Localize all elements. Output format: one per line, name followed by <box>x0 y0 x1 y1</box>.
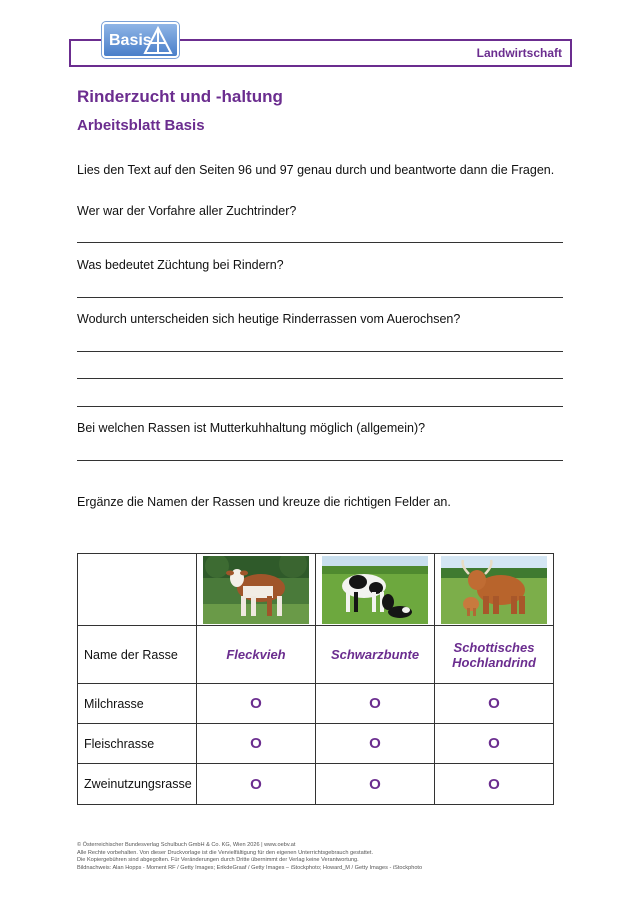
page-subtitle: Arbeitsblatt Basis <box>77 117 205 134</box>
subject-label: Landwirtschaft <box>476 46 562 60</box>
check-circle[interactable]: O <box>197 724 316 764</box>
footer-fees: Die Kopiergebühren sind abgegolten. Für Veränderungen durch Dritte übernimmt der Verlag keine Verantwortung. <box>77 857 359 863</box>
check-circle[interactable]: O <box>435 684 554 724</box>
fleckvieh-photo <box>203 556 309 624</box>
breed-table <box>77 553 554 805</box>
basis-logo <box>102 22 179 58</box>
check-circle[interactable]: O <box>197 684 316 724</box>
table-row <box>78 684 554 724</box>
question-1: Wer war der Vorfahre aller Zuchtrinder? <box>77 204 297 218</box>
row-label-zweinutzungsrasse: Zweinutzungsrasse <box>78 764 197 805</box>
photo-row <box>78 554 554 626</box>
question-2: Was bedeutet Züchtung bei Rindern? <box>77 258 284 272</box>
intro-text: Lies den Text auf den Seiten 96 und 97 genau durch und beantworte dann die Fragen. <box>77 163 555 177</box>
table-row <box>78 724 554 764</box>
breed-name-row <box>78 626 554 684</box>
check-circle[interactable]: O <box>316 764 435 805</box>
footer-credits <box>77 842 422 872</box>
question-3: Wodurch unterscheiden sich heutige Rinderrassen vom Auerochsen? <box>77 312 461 326</box>
page-title: Rinderzucht und -haltung <box>77 87 283 106</box>
photo-cell-hochlandrind <box>435 554 554 626</box>
check-circle[interactable]: O <box>435 724 554 764</box>
footer-copyright: © Österreichischer Bundesverlag Schulbuch GmbH & Co. KG, Wien 2026 | www.oebv.at <box>77 842 296 848</box>
table-instruction: Ergänze die Namen der Rassen und kreuze die richtigen Felder an. <box>77 495 451 509</box>
check-circle[interactable]: O <box>316 724 435 764</box>
schwarzbunte-photo <box>322 556 428 624</box>
footer-image-credits: Bildnachweis: Alan Hopps - Moment RF / Getty Images; ErikdeGraaf / Getty Images – iStockphoto; Howard_M / Getty Images - iStockphoto <box>77 864 423 871</box>
photo-cell-fleckvieh <box>197 554 316 626</box>
answer-line[interactable] <box>77 378 563 379</box>
check-circle[interactable]: O <box>435 764 554 805</box>
check-circle[interactable]: O <box>197 764 316 805</box>
triangle-logo-icon <box>143 26 173 56</box>
answer-line[interactable] <box>77 351 563 352</box>
answer-line[interactable] <box>77 297 563 298</box>
check-circle[interactable]: O <box>316 684 435 724</box>
breed-name-hochlandrind: Schottisches Hochlandrind <box>435 626 554 684</box>
answer-line[interactable] <box>77 406 563 407</box>
answer-line[interactable] <box>77 242 563 243</box>
breed-name-schwarzbunte: Schwarzbunte <box>316 626 435 684</box>
answer-line[interactable] <box>77 460 563 461</box>
table-row <box>78 764 554 805</box>
row-label-fleischrasse: Fleischrasse <box>78 724 197 764</box>
row-label-milchrasse: Milchrasse <box>78 684 197 724</box>
footer-rights: Alle Rechte vorbehalten. Von dieser Druckvorlage ist die Vervielfältigung für den eigenen Unterrichtsgebrauch gestattet. <box>77 849 374 856</box>
question-4: Bei welchen Rassen ist Mutterkuhhaltung möglich (allgemein)? <box>77 421 426 435</box>
logo-text: Basis <box>109 32 152 49</box>
name-label-cell: Name der Rasse <box>78 626 197 684</box>
hochlandrind-photo <box>441 556 547 624</box>
photo-cell-schwarzbunte <box>316 554 435 626</box>
empty-corner-cell <box>78 554 197 626</box>
breed-name-fleckvieh: Fleckvieh <box>197 626 316 684</box>
